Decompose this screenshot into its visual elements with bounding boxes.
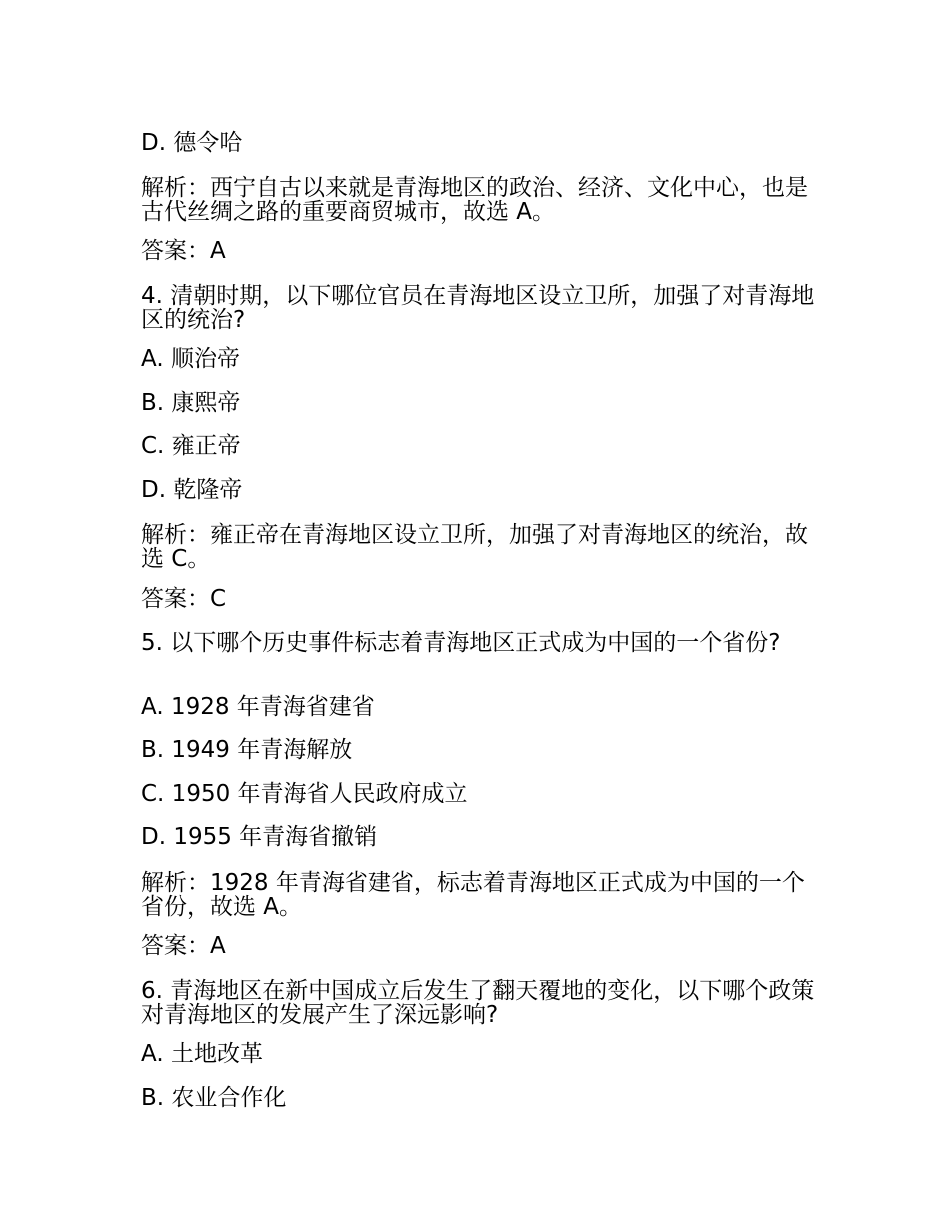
answer-q4: 答案：C: [141, 586, 227, 612]
option-a-q4: A. 顺治帝: [141, 346, 240, 372]
option-d-q4: D. 乾隆帝: [141, 477, 243, 503]
question-4: 4. 清朝时期，以下哪位官员在青海地区设立卫所，加强了对青海地区的统治?: [141, 283, 815, 333]
option-a-q5: A. 1928 年青海省建省: [141, 694, 375, 720]
question-6: 6. 青海地区在新中国成立后发生了翻天覆地的变化，以下哪个政策对青海地区的发展产生了深远影响?: [141, 978, 815, 1028]
question-5: 5. 以下哪个历史事件标志着青海地区正式成为中国的一个省份?: [141, 630, 781, 656]
explanation-q4: 解析：雍正帝在青海地区设立卫所，加强了对青海地区的统治，故选 C。: [141, 522, 808, 572]
option-c-q5: C. 1950 年青海省人民政府成立: [141, 781, 468, 807]
answer-q3: 答案：A: [141, 238, 226, 264]
option-b-q5: B. 1949 年青海解放: [141, 737, 353, 763]
explanation-q5: 解析：1928 年青海省建省，标志着青海地区正式成为中国的一个省份，故选 A。: [141, 870, 805, 920]
option-d-q3: D. 德令哈: [141, 130, 243, 156]
option-b-q6: B. 农业合作化: [141, 1085, 287, 1111]
option-c-q4: C. 雍正帝: [141, 433, 241, 459]
answer-q5: 答案：A: [141, 933, 226, 959]
option-b-q4: B. 康熙帝: [141, 390, 241, 416]
option-d-q5: D. 1955 年青海省撤销: [141, 824, 378, 850]
explanation-q3: 解析：西宁自古以来就是青海地区的政治、经济、文化中心，也是古代丝绸之路的重要商贸城市，故选 A。: [141, 175, 808, 225]
option-a-q6: A. 土地改革: [141, 1041, 263, 1067]
